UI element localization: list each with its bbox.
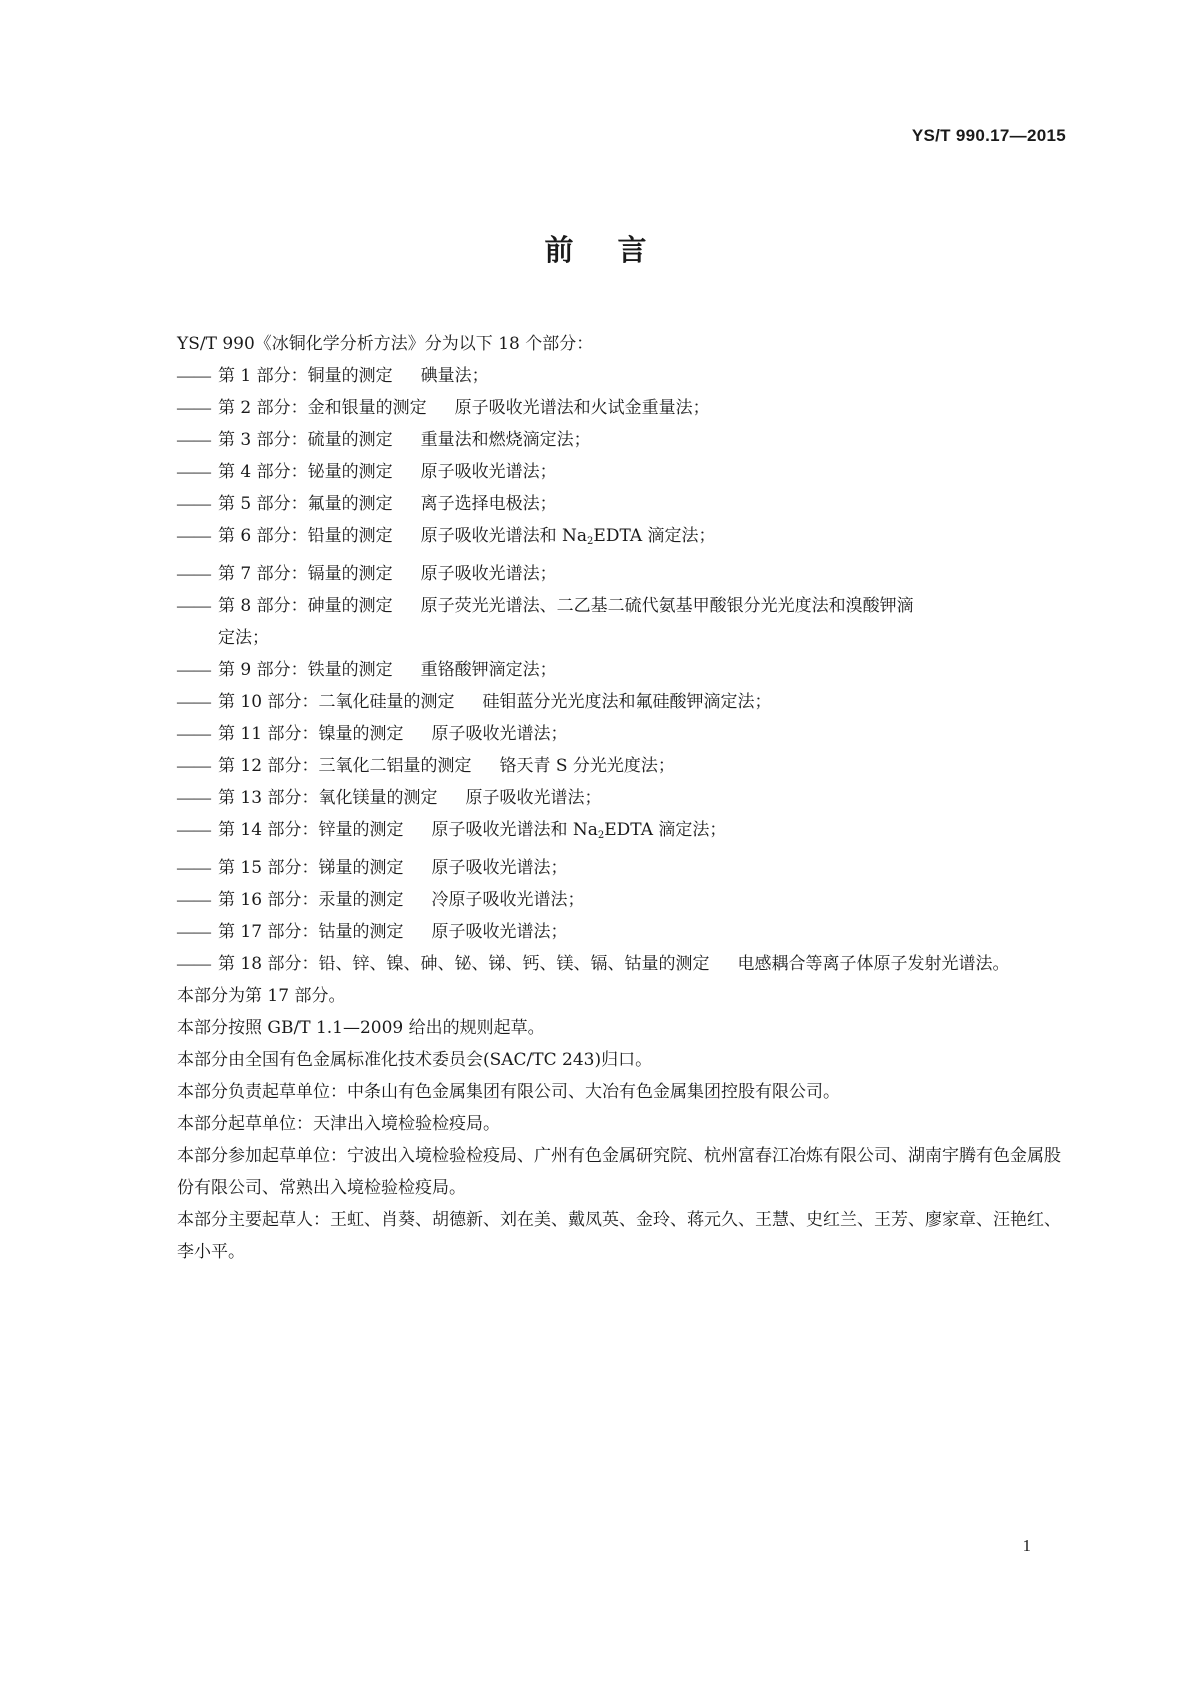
list-item bbox=[177, 718, 1075, 750]
part-method: 原子吸收光谱法； bbox=[431, 858, 568, 878]
list-dash: —— bbox=[177, 526, 211, 545]
part-subject: 钴量的测定 bbox=[318, 922, 404, 942]
list-item bbox=[177, 392, 1075, 424]
part-label: 第 10 部分： bbox=[218, 692, 319, 712]
paragraphs bbox=[177, 980, 1075, 1268]
list-item bbox=[177, 456, 1075, 488]
part-label: 第 15 部分： bbox=[218, 858, 319, 878]
part-method-suffix: EDTA 滴定法； bbox=[593, 526, 716, 546]
part-method: 原子吸收光谱法和 Na bbox=[431, 820, 598, 840]
part-method: 原子吸收光谱法和火试金重量法； bbox=[454, 398, 710, 418]
parts-list bbox=[177, 360, 1075, 980]
paragraph: 本部分参加起草单位：宁波出入境检验检疫局、广州有色金属研究院、杭州富春江冶炼有限公司、湖南宇腾有色金属股份有限公司、常熟出入境检验检疫局。 bbox=[177, 1146, 1061, 1198]
list-item bbox=[177, 488, 1075, 520]
list-item-continuation: 定法； bbox=[218, 628, 269, 648]
part-label: 第 18 部分： bbox=[218, 954, 319, 974]
part-subject: 铜量的测定 bbox=[307, 366, 393, 386]
part-method: 离子选择电极法； bbox=[420, 494, 557, 514]
list-item bbox=[177, 686, 1075, 718]
part-method: 原子吸收光谱法； bbox=[431, 922, 568, 942]
paragraph: 本部分起草单位：天津出入境检验检疫局。 bbox=[177, 1114, 500, 1134]
part-subject: 铅量的测定 bbox=[307, 526, 393, 546]
part-method: 原子荧光光谱法、二乙基二硫代氨基甲酸银分光光度法和溴酸钾滴 bbox=[420, 596, 914, 616]
subscript: 2 bbox=[587, 536, 594, 547]
list-item bbox=[177, 558, 1075, 590]
part-label: 第 3 部分： bbox=[218, 430, 308, 450]
page-title: 前言 bbox=[544, 233, 691, 267]
part-subject: 砷量的测定 bbox=[307, 596, 393, 616]
list-dash: —— bbox=[177, 954, 211, 973]
list-dash: —— bbox=[177, 462, 211, 481]
part-method: 重铬酸钾滴定法； bbox=[420, 660, 557, 680]
part-method: 铬天青 S 分光光度法； bbox=[499, 756, 675, 776]
part-label: 第 17 部分： bbox=[218, 922, 319, 942]
list-dash: —— bbox=[177, 820, 211, 839]
list-dash: —— bbox=[177, 922, 211, 941]
part-label: 第 1 部分： bbox=[218, 366, 308, 386]
list-dash: —— bbox=[177, 366, 211, 385]
part-method: 电感耦合等离子体原子发射光谱法。 bbox=[737, 954, 1010, 974]
list-item bbox=[177, 916, 1075, 948]
part-subject: 铁量的测定 bbox=[307, 660, 393, 680]
list-item bbox=[177, 654, 1075, 686]
list-dash: —— bbox=[177, 494, 211, 513]
list-dash: —— bbox=[177, 724, 211, 743]
list-item bbox=[177, 750, 1075, 782]
part-label: 第 8 部分： bbox=[218, 596, 308, 616]
list-dash: —— bbox=[177, 398, 211, 417]
part-label: 第 2 部分： bbox=[218, 398, 308, 418]
list-item bbox=[177, 360, 1075, 392]
part-subject: 铋量的测定 bbox=[307, 462, 393, 482]
paragraph: 本部分负责起草单位：中条山有色金属集团有限公司、大冶有色金属集团控股有限公司。 bbox=[177, 1082, 840, 1102]
part-subject: 氧化镁量的测定 bbox=[318, 788, 438, 808]
list-item bbox=[177, 814, 1075, 852]
part-subject: 镍量的测定 bbox=[318, 724, 404, 744]
list-item bbox=[177, 590, 1075, 622]
list-dash: —— bbox=[177, 596, 211, 615]
part-method: 原子吸收光谱法； bbox=[431, 724, 568, 744]
part-method: 重量法和燃烧滴定法； bbox=[420, 430, 591, 450]
part-subject: 三氧化二铝量的测定 bbox=[318, 756, 472, 776]
list-dash: —— bbox=[177, 430, 211, 449]
part-method: 碘量法； bbox=[420, 366, 489, 386]
part-label: 第 16 部分： bbox=[218, 890, 319, 910]
part-subject: 镉量的测定 bbox=[307, 564, 393, 584]
list-dash: —— bbox=[177, 858, 211, 877]
paragraph: 本部分为第 17 部分。 bbox=[177, 986, 346, 1006]
list-dash: —— bbox=[177, 788, 211, 807]
part-subject: 硫量的测定 bbox=[307, 430, 393, 450]
part-subject: 汞量的测定 bbox=[318, 890, 404, 910]
part-method: 硅钼蓝分光光度法和氟硅酸钾滴定法； bbox=[482, 692, 772, 712]
part-method-suffix: EDTA 滴定法； bbox=[604, 820, 727, 840]
part-subject: 铅、锌、镍、砷、铋、锑、钙、镁、镉、钴量的测定 bbox=[318, 954, 710, 974]
list-dash: —— bbox=[177, 890, 211, 909]
subscript: 2 bbox=[597, 830, 605, 841]
part-subject: 锌量的测定 bbox=[318, 820, 404, 840]
list-item bbox=[177, 884, 1075, 916]
paragraph: 本部分主要起草人：王虹、肖葵、胡德新、刘在美、戴凤英、金玲、蒋元久、王慧、史红兰、王芳、廖家章、汪艳红、李小平。 bbox=[177, 1210, 1061, 1262]
part-label: 第 12 部分： bbox=[218, 756, 319, 776]
standard-code: YS/T 990.17—2015 bbox=[911, 126, 1066, 145]
foreword-body bbox=[177, 328, 1075, 1268]
intro-line: YS/T 990《冰铜化学分析方法》分为以下 18 个部分： bbox=[177, 334, 594, 354]
part-label: 第 6 部分： bbox=[218, 526, 308, 546]
part-label: 第 5 部分： bbox=[218, 494, 308, 514]
part-method: 冷原子吸收光谱法； bbox=[431, 890, 585, 910]
list-dash: —— bbox=[177, 564, 211, 583]
part-method: 原子吸收光谱法和 Na bbox=[420, 526, 588, 546]
part-label: 第 13 部分： bbox=[218, 788, 319, 808]
part-subject: 金和银量的测定 bbox=[307, 398, 427, 418]
part-subject: 氟量的测定 bbox=[307, 494, 393, 514]
part-method: 原子吸收光谱法； bbox=[420, 462, 557, 482]
list-item bbox=[177, 424, 1075, 456]
part-subject: 锑量的测定 bbox=[318, 858, 404, 878]
part-method: 原子吸收光谱法； bbox=[420, 564, 557, 584]
part-subject: 二氧化硅量的测定 bbox=[318, 692, 455, 712]
list-item bbox=[177, 948, 1075, 980]
paragraph: 本部分由全国有色金属标准化技术委员会(SAC/TC 243)归口。 bbox=[177, 1050, 653, 1070]
part-label: 第 14 部分： bbox=[218, 820, 319, 840]
part-label: 第 11 部分： bbox=[218, 724, 319, 744]
list-item bbox=[177, 782, 1075, 814]
part-label: 第 4 部分： bbox=[218, 462, 308, 482]
list-dash: —— bbox=[177, 660, 211, 679]
part-label: 第 9 部分： bbox=[218, 660, 308, 680]
list-item bbox=[177, 520, 1075, 558]
part-label: 第 7 部分： bbox=[218, 564, 308, 584]
list-dash: —— bbox=[177, 756, 211, 775]
list-dash: —— bbox=[177, 692, 211, 711]
part-method: 原子吸收光谱法； bbox=[465, 788, 602, 808]
paragraph: 本部分按照 GB/T 1.1—2009 给出的规则起草。 bbox=[177, 1018, 545, 1038]
list-item bbox=[177, 852, 1075, 884]
page-number: 1 bbox=[1022, 1536, 1031, 1555]
